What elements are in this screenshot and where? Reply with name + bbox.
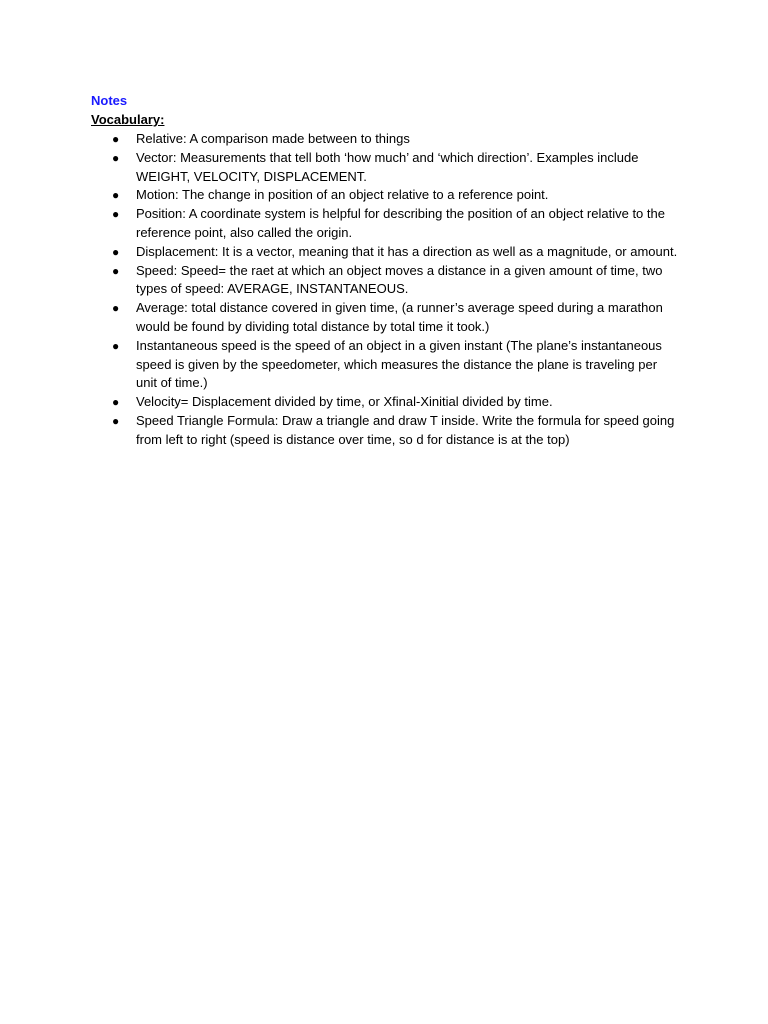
vocabulary-item-text: Average: total distance covered in given time, (a runner’s average speed during a marathon would be found by dividing total distance by total time it took.)	[136, 300, 663, 334]
vocabulary-item-text: Relative: A comparison made between to things	[136, 131, 410, 146]
vocabulary-heading: Vocabulary:	[91, 112, 165, 127]
vocabulary-item-text: Vector: Measurements that tell both ‘how much’ and ‘which direction’. Examples include WEIGHT, VELOCITY, DISPLACEMENT.	[136, 149, 639, 184]
vocabulary-item-text: Displacement: It is a vector, meaning that it has a direction as well as a magnitude, or amount.	[136, 243, 678, 259]
bullet-icon: ●	[112, 188, 120, 203]
vocabulary-item-text: Motion: The change in position of an object relative to a reference point.	[136, 187, 549, 203]
list-item	[0, 205, 681, 243]
list-item	[0, 243, 681, 262]
list-item	[0, 262, 681, 300]
list-item	[0, 393, 681, 412]
bullet-icon: ●	[112, 132, 120, 146]
bullet-icon: ●	[112, 263, 120, 278]
bullet-icon: ●	[112, 413, 120, 428]
vocabulary-item-text: Speed: Speed= the raet at which an object moves a distance in a given amount of time, two types of speed: AVERAGE, INSTANTANEOUS.	[136, 262, 663, 297]
vocabulary-item-text: Velocity= Displacement divided by time, or Xfinal-Xinitial divided by time.	[136, 394, 553, 410]
bullet-icon: ●	[112, 150, 120, 165]
list-item	[0, 130, 681, 149]
bullet-icon: ●	[112, 395, 120, 410]
vocabulary-item-text: Instantaneous speed is the speed of an object in a given instant (The plane’s instantaneous speed is given by the speedometer, which measures the distance the plane is traveling per unit of time.)	[136, 337, 662, 391]
list-item	[0, 186, 681, 205]
vocabulary-item-text: Speed Triangle Formula: Draw a triangle and draw T inside. Write the formula for speed going from left to right (speed is distance over time, so d for distance is at the top)	[136, 412, 675, 447]
vocabulary-list	[0, 130, 768, 450]
bullet-icon: ●	[112, 207, 120, 222]
bullet-icon: ●	[112, 301, 120, 316]
list-item	[0, 337, 681, 393]
list-item	[0, 299, 681, 337]
bullet-icon: ●	[112, 338, 120, 353]
bullet-icon: ●	[112, 244, 120, 259]
notes-heading: Notes	[91, 93, 128, 108]
vocabulary-item-text: Position: A coordinate system is helpful for describing the position of an object relative to the reference point, also called the origin.	[136, 206, 665, 240]
list-item	[0, 412, 681, 450]
list-item	[0, 149, 681, 187]
